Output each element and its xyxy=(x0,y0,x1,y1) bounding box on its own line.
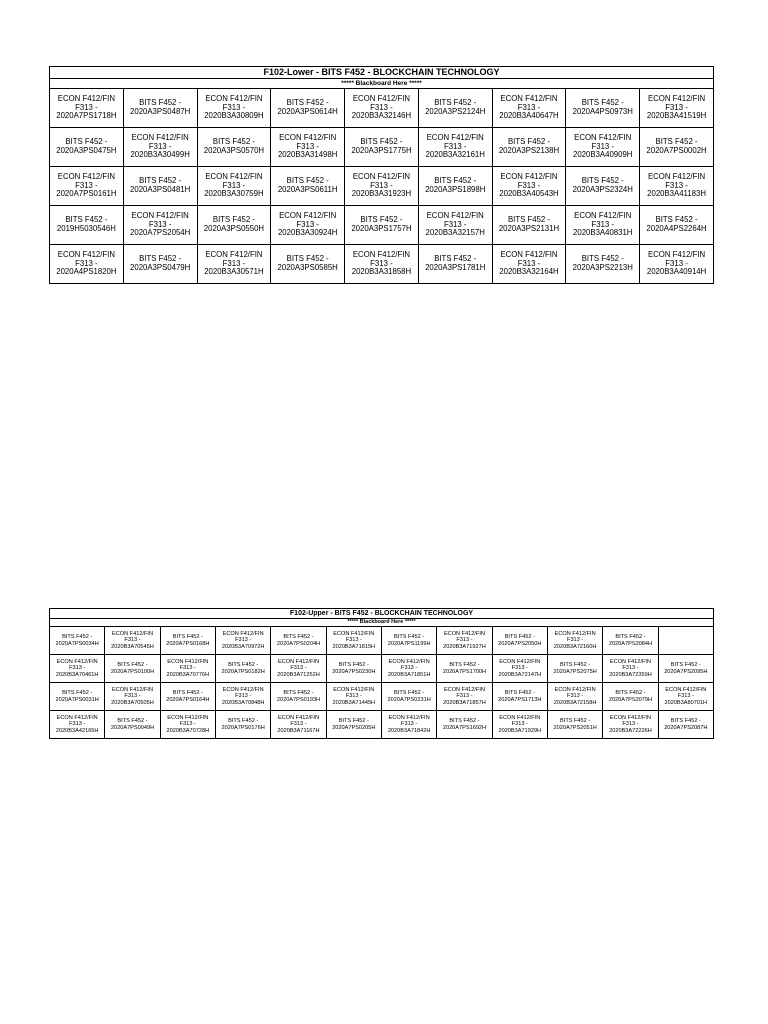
seat-cell: BITS F452 - 2020A7PS0193H xyxy=(271,683,326,711)
seat-cell: ECON F412/FIN F313 - 2020B3A30571H xyxy=(197,245,271,284)
seat-cell: ECON F412/FIN F313 - 2020B3A32146H xyxy=(345,89,419,128)
seat-cell: BITS F452 - 2020A7PS2050H xyxy=(492,627,547,655)
seat-cell: ECON F412/FIN F313 - 2020B3A70848H xyxy=(215,683,270,711)
seat-cell: ECON F412/FIN F313 - 2020B3A71927H xyxy=(437,627,492,655)
seat-cell: BITS F452 - 2020A3PS1781H xyxy=(418,245,492,284)
seat-cell: BITS F452 - 2020A3PS1757H xyxy=(345,206,419,245)
room-title: F102-Lower - BITS F452 - BLOCKCHAIN TECHNOLOGY xyxy=(50,67,714,79)
seating-table-lower xyxy=(49,66,714,284)
seat-cell: ECON F412/FIN F313 - 2020B3A41519H xyxy=(640,89,714,128)
seat-cell: ECON F412/FIN F313 - 2020B3A72158H xyxy=(547,683,602,711)
seat-cell: ECON F412/FIN F313 - 2020B3A72226H xyxy=(603,711,658,739)
seat-cell: BITS F452 - 2020A7PS0002H xyxy=(640,128,714,167)
seat-cell: BITS F452 - 2020A3PS0481H xyxy=(123,167,197,206)
seat-cell: BITS F452 - 2020A7PS2084H xyxy=(603,627,658,655)
seat-cell: BITS F452 - 2020A7PS0231H xyxy=(381,683,436,711)
seat-cell: ECON F412/FIN F313 - 2020B3A70776H xyxy=(160,655,215,683)
seat-cell: BITS F452 - 2020A7PS0168H xyxy=(160,627,215,655)
seat-cell: ECON F412/FIN F313 - 2020B3A32157H xyxy=(418,206,492,245)
seat-cell: BITS F452 - 2020A7PS2075H xyxy=(547,655,602,683)
seat-cell: ECON F412/FIN F313 - 2020B3A70972H xyxy=(215,627,270,655)
seat-cell: BITS F452 - 2020A7PS2079H xyxy=(603,683,658,711)
seat-cell: BITS F452 - 2020A7PS0182H xyxy=(215,655,270,683)
seating-table-upper xyxy=(49,608,714,739)
seat-cell: ECON F412/FIN F313 - 2020B3A71815H xyxy=(326,627,381,655)
seating-plan-lower xyxy=(49,66,714,284)
seat-cell: ECON F412/FIN F313 - 2020B3A71857H xyxy=(437,683,492,711)
seat-cell: BITS F452 - 2020A7PS2051H xyxy=(547,711,602,739)
seat-cell: BITS F452 - 2020A3PS0585H xyxy=(271,245,345,284)
seat-cell: ECON F412/FIN F313 - 2020B3A71252H xyxy=(271,655,326,683)
seat-cell: ECON F412/FIN F313 - 2020B3A30759H xyxy=(197,167,271,206)
seat-cell: BITS F452 - 2020A3PS2124H xyxy=(418,89,492,128)
seat-cell: ECON F412/FIN F313 - 2020B3A40647H xyxy=(492,89,566,128)
seat-row xyxy=(50,206,714,245)
seat-cell: BITS F452 - 2020A3PS0550H xyxy=(197,206,271,245)
seat-cell: ECON F412/FIN F313 - 2020A7PS0161H xyxy=(50,167,124,206)
room-title: F102-Upper - BITS F452 - BLOCKCHAIN TECHNOLOGY xyxy=(50,609,714,619)
seat-cell: ECON F412/FIN F313 - 2020B3A72160H xyxy=(547,627,602,655)
seat-row xyxy=(50,683,714,711)
seat-cell: ECON F412/FIN F313 - 2020B3A72147H xyxy=(492,655,547,683)
seat-cell: BITS F452 - 2020A7PS0205H xyxy=(326,711,381,739)
seat-cell: ECON F412/FIN F313 - 2020B3A40909H xyxy=(566,128,640,167)
seat-cell: ECON F412/FIN F313 - 2020B3A71445H xyxy=(326,683,381,711)
seat-cell: BITS F452 - 2020A3PS2131H xyxy=(492,206,566,245)
seat-cell: ECON F412/FIN F313 - 2020B3A30499H xyxy=(123,128,197,167)
seat-row xyxy=(50,711,714,739)
seat-cell: BITS F452 - 2020A4PS0973H xyxy=(566,89,640,128)
seat-cell: BITS F452 - 2020A7PS1713H xyxy=(492,683,547,711)
seat-cell: BITS F452 - 2020A3PS0611H xyxy=(271,167,345,206)
seat-cell: ECON F412/FIN F313 - 2020B3A71851H xyxy=(381,655,436,683)
seat-cell: ECON F412/FIN F313 - 2020B3A30924H xyxy=(271,206,345,245)
seat-cell: ECON F412/FIN F313 - 2020B3A31498H xyxy=(271,128,345,167)
blackboard-label: ***** Blackboard Here ***** xyxy=(50,79,714,89)
seat-cell: ECON F412/FIN F313 - 2020B3A70505H xyxy=(105,683,160,711)
seating-plan-upper xyxy=(49,608,714,739)
seat-cell: BITS F452 - 2020A3PS2213H xyxy=(566,245,640,284)
seat-cell: ECON F412/FIN F313 - 2020B3A71929H xyxy=(492,711,547,739)
seat-cell: BITS F452 - 2020A7PS0204H xyxy=(271,627,326,655)
empty-seat-cell xyxy=(658,627,713,655)
seat-row xyxy=(50,167,714,206)
seat-cell: BITS F452 - 2020A7PS2087H xyxy=(658,711,713,739)
seat-cell: ECON F412/FIN F313 - 2020B3A40831H xyxy=(566,206,640,245)
seat-cell: BITS F452 - 2020A3PS2324H xyxy=(566,167,640,206)
seat-cell: BITS F452 - 2020A3PS0570H xyxy=(197,128,271,167)
seat-row xyxy=(50,655,714,683)
seat-cell: BITS F452 - 2020A3PS0479H xyxy=(123,245,197,284)
seat-cell: ECON F412/FIN F313 - 2020A7PS1718H xyxy=(50,89,124,128)
seat-cell: ECON F412/FIN F313 - 2020B3A71167H xyxy=(271,711,326,739)
seat-row xyxy=(50,89,714,128)
seat-cell: BITS F452 - 2020A7PS0100H xyxy=(105,655,160,683)
seat-row xyxy=(50,627,714,655)
seat-cell: BITS F452 - 2020A3PS0487H xyxy=(123,89,197,128)
seat-cell: ECON F412/FIN F313 - 2020B3A80701H xyxy=(658,683,713,711)
seat-cell: BITS F452 - 2020A7PS0031H xyxy=(50,683,105,711)
seat-cell: ECON F412/FIN F313 - 2020B3A31858H xyxy=(345,245,419,284)
seat-cell: BITS F452 - 2020A7PS0034H xyxy=(50,627,105,655)
seat-cell: BITS F452 - 2020A7PS2095H xyxy=(658,655,713,683)
seat-cell: BITS F452 - 2020A7PS1700H xyxy=(437,655,492,683)
seat-cell: BITS F452 - 2019H5030546H xyxy=(50,206,124,245)
blackboard-label: ***** Blackboard Here ***** xyxy=(50,619,714,627)
seat-cell: BITS F452 - 2020A3PS1775H xyxy=(345,128,419,167)
seat-cell: BITS F452 - 2020A7PS0230H xyxy=(326,655,381,683)
seat-cell: ECON F412/FIN F313 - 2020B3A31923H xyxy=(345,167,419,206)
seat-cell: BITS F452 - 2020A3PS0614H xyxy=(271,89,345,128)
seat-cell: ECON F412/FIN F313 - 2020B3A30809H xyxy=(197,89,271,128)
seat-cell: BITS F452 - 2020A7PS0176H xyxy=(215,711,270,739)
seat-cell: BITS F452 - 2020A7PS0049H xyxy=(105,711,160,739)
seat-cell: ECON F412/FIN F313 - 2020B3A42165H xyxy=(50,711,105,739)
seat-cell: ECON F412/FIN F313 - 2020B3A41183H xyxy=(640,167,714,206)
seat-cell: ECON F412/FIN F313 - 2020B3A70461H xyxy=(50,655,105,683)
seat-cell: ECON F412/FIN F313 - 2020B3A32161H xyxy=(418,128,492,167)
seat-cell: ECON F412/FIN F313 - 2020A7PS2054H xyxy=(123,206,197,245)
seat-cell: ECON F412/FIN F313 - 2020B3A72359H xyxy=(603,655,658,683)
seat-cell: ECON F412/FIN F313 - 2020B3A71842H xyxy=(381,711,436,739)
seat-row xyxy=(50,245,714,284)
seat-row xyxy=(50,128,714,167)
seat-cell: BITS F452 - 2020A7PS1199H xyxy=(381,627,436,655)
seat-cell: ECON F412/FIN F313 - 2020B3A70728H xyxy=(160,711,215,739)
seat-cell: ECON F412/FIN F313 - 2020B3A70545H xyxy=(105,627,160,655)
seat-cell: BITS F452 - 2020A7PS0164H xyxy=(160,683,215,711)
seat-cell: BITS F452 - 2020A3PS1898H xyxy=(418,167,492,206)
seat-cell: ECON F412/FIN F313 - 2020B3A40914H xyxy=(640,245,714,284)
seat-cell: BITS F452 - 2020A4PS2264H xyxy=(640,206,714,245)
seat-cell: BITS F452 - 2020A3PS0475H xyxy=(50,128,124,167)
seat-cell: ECON F412/FIN F313 - 2020A4PS1820H xyxy=(50,245,124,284)
seat-cell: BITS F452 - 2020A3PS2138H xyxy=(492,128,566,167)
seat-cell: ECON F412/FIN F313 - 2020B3A40543H xyxy=(492,167,566,206)
seat-cell: ECON F412/FIN F313 - 2020B3A32164H xyxy=(492,245,566,284)
seat-cell: BITS F452 - 2020A7PS1692H xyxy=(437,711,492,739)
